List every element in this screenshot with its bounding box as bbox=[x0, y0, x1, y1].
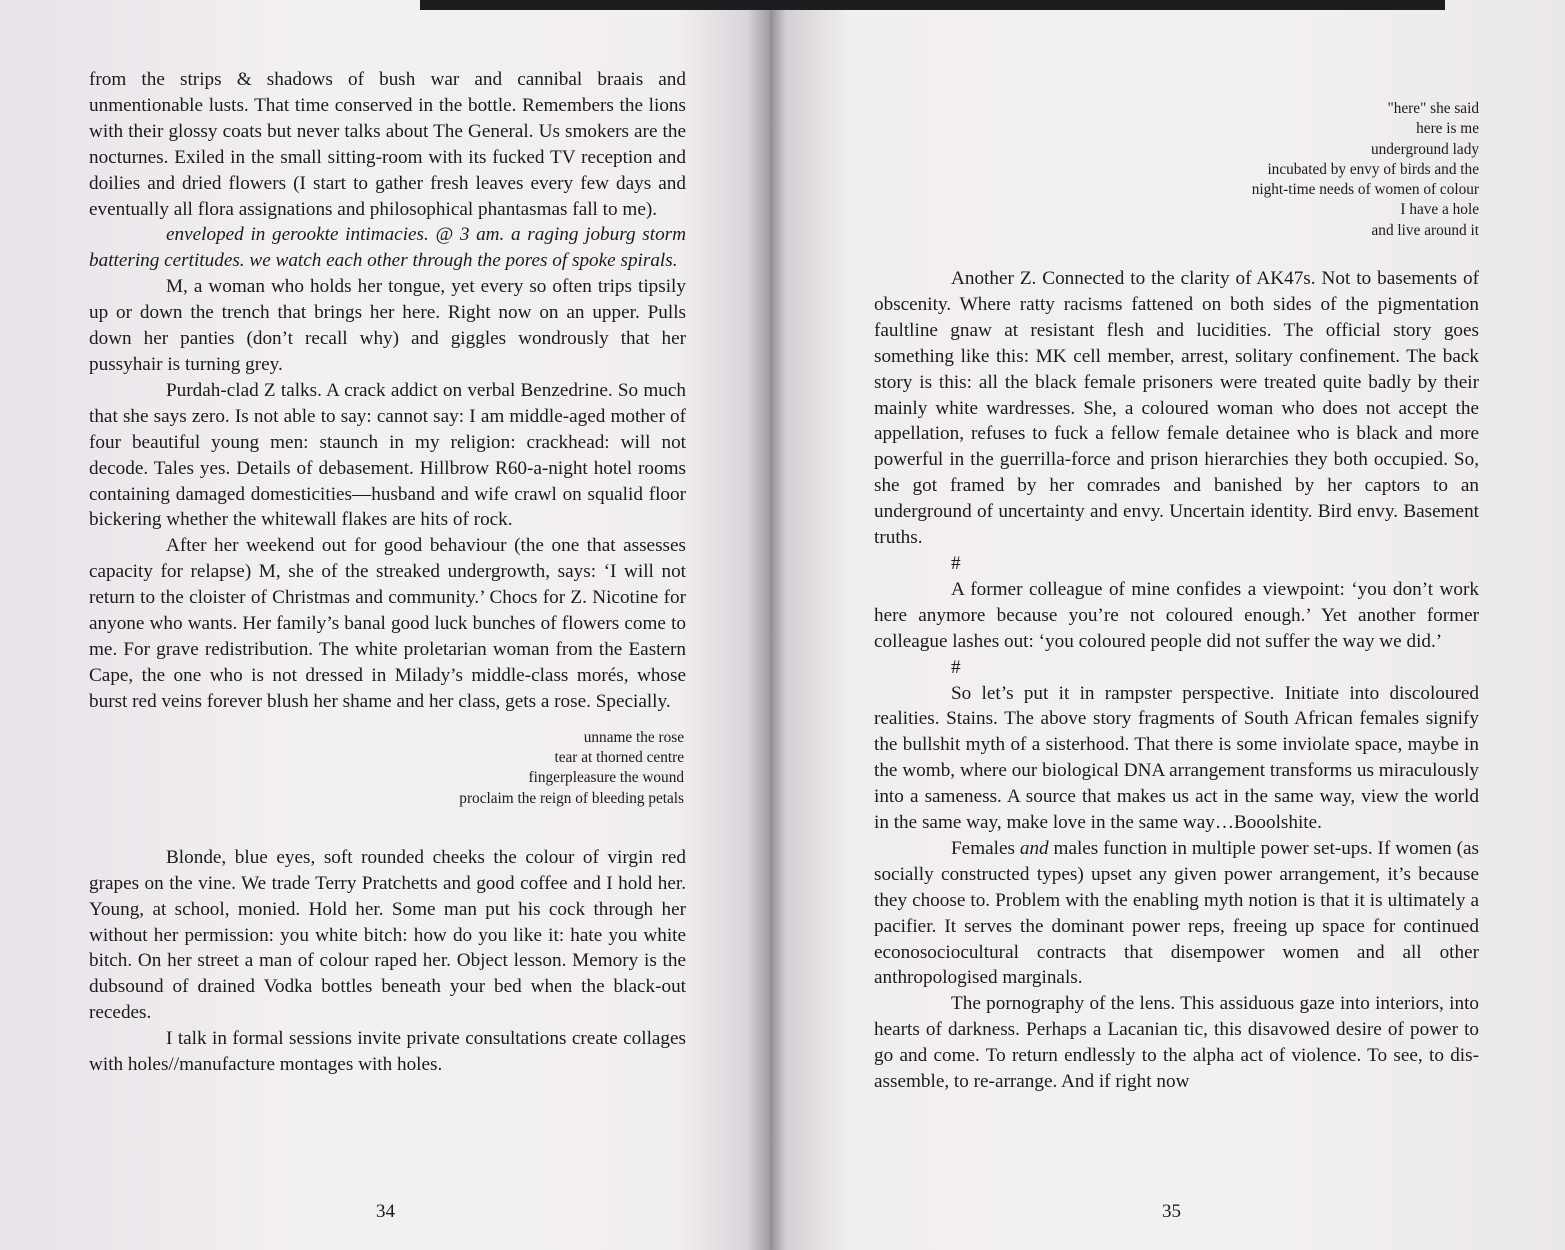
paragraph: M, a woman who holds her tongue, yet every so often trips tipsily up or down the trench that brings her here. Right now on an upper. Pulls down her panties (don’t recall why) and giggles wondrously that her pussyhair is turning grey. bbox=[89, 276, 686, 375]
verse-line: "here" she said bbox=[1387, 100, 1479, 117]
verse-line: underground lady bbox=[1370, 140, 1479, 158]
verse-block bbox=[1135, 99, 1479, 241]
paragraph: After her weekend out for good behaviour (the one that assesses capacity for relapse) M, she of the streaked undergrowth, says: ‘I will not return to the cloister of Christmas and community.’ Chocs for Z. Nicotine for anyone who wants. Her family’s banal good luck bunches of flowers come to me. For grave redistribution. The white proletarian woman from the Eastern Cape, the one who is not dressed in Milady’s middle-class morés, whose burst red veins forever blush her shame and her class, gets a rose. Specially. bbox=[89, 535, 686, 712]
verse-line: tear at thorned centre bbox=[554, 748, 684, 766]
left-page bbox=[0, 0, 770, 1250]
verse-line: fingerpleasure the wound bbox=[528, 769, 684, 787]
page-number: 35 bbox=[1162, 1201, 1181, 1222]
verse-line: night-time needs of women of colour bbox=[1251, 181, 1479, 199]
paragraph: So let’s put it in rampster perspective. Initiate into discoloured realities. Stains. The above story fragments of South African females signify the bullshit myth of a sisterhood. That there is some inviolate space, maybe in the womb, where our biological DNA arrangement transforms us miraculously into a sameness. A source that makes us act in the same way, view the world in the same way, make love in the same way…Booolshite. bbox=[874, 682, 1479, 834]
verse-block bbox=[89, 728, 684, 809]
italic-word: and bbox=[1019, 837, 1049, 859]
paragraph: Purdah-clad Z talks. A crack addict on verbal Benzedrine. So much that she says zero. Is not able to say: cannot say: I am middle-aged mother of four beautiful young men: staunch in my religion: crackhead: will not decode. Tales yes. Details of debasement. Hillbrow R60-a-night hotel rooms containing damaged domesticities—husband and wife crawl on squalid floor bickering whether the whitewall flakes are hits of rock. bbox=[89, 379, 686, 531]
paragraph: A former colleague of mine confides a viewpoint: ‘you don’t work here anymore because you’re not coloured enough.’ Yet another former colleague lashes out: ‘you coloured people did not suffer the way we did.’ bbox=[874, 578, 1479, 652]
right-page-body bbox=[874, 266, 1479, 1095]
paragraph bbox=[874, 836, 1479, 991]
section-separator: # bbox=[951, 552, 961, 574]
left-page-body bbox=[89, 67, 686, 1078]
verse-line: proclaim the reign of bleeding petals bbox=[459, 789, 684, 807]
paragraph: The pornography of the lens. This assiduous gaze into interiors, into hearts of darkness. Perhaps a Lacanian tic, this disavowed desire of power to go and come. To return endlessly to the alpha act of violence. To see, to dis-assemble, to re-arrange. And if right now bbox=[874, 993, 1479, 1093]
italic-paragraph: enveloped in gerookte intimacies. @ 3 am. a raging joburg storm battering certitudes. we watch each other through the pores of spoke spirals. bbox=[89, 224, 686, 272]
text-run: Females bbox=[951, 837, 1020, 859]
page-number: 34 bbox=[376, 1201, 395, 1222]
paragraph: I talk in formal sessions invite private consultations create collages with holes//manufacture montages with holes. bbox=[89, 1028, 686, 1076]
scan-edge bbox=[770, 0, 1445, 10]
paragraph: Blonde, blue eyes, soft rounded cheeks the colour of virgin red grapes on the vine. We trade Terry Pratchetts and good coffee and I hold her. Young, at school, monied. Hold her. Some man put his cock through her without her permission: you white bitch: how do you like it: hate you white bitch. On her street a man of colour raped her. Object lesson. Memory is the dubsound of drained Vodka bottles beneath your bed when the black-out recedes. bbox=[89, 846, 686, 1024]
verse-line: incubated by envy of birds and the bbox=[1267, 160, 1479, 178]
verse-line: unname the rose bbox=[583, 728, 684, 746]
paragraph: from the strips & shadows of bush war and cannibal braais and unmentionable lusts. That time conserved in the bottle. Remembers the lions with their glossy coats but never talks about The General. Us smokers are the nocturnes. Exiled in the small sitting-room with its fucked TV reception and doilies and dried flowers (I start to gather fresh leaves every few days and eventually all flora assignations and philosophical phantasmas fall to me). bbox=[89, 69, 686, 220]
right-page bbox=[770, 0, 1565, 1250]
verse-line: I have a hole bbox=[1400, 201, 1479, 219]
text-run: males function in multiple power set-ups. If women (as socially constructed types) upset any given power arrangement, it’s because they choose to. Problem with the enabling myth notion is that it is ultimately a pacifier. It serves the dominant power reps, freeing up space for continued econosociocultural contracts that disempower women and all other anthropologised marginals. bbox=[874, 837, 1479, 989]
section-separator: # bbox=[951, 656, 961, 678]
verse-line: and live around it bbox=[1371, 221, 1479, 239]
verse-line: here is me bbox=[1416, 120, 1479, 138]
paragraph: Another Z. Connected to the clarity of AK47s. Not to basements of obscenity. Where ratty racisms fattened on both sides of the pigmentation faultline gnaw at resistant flesh and lucidities. The official story goes something like this: MK cell member, arrest, solitary confinement. The back story is this: all the black female prisoners were treated quite badly by their mainly white wardresses. She, a coloured woman who does not accept the appellation, refuses to fuck a fellow female detainee who is black and more powerful in the guerrilla-force and prison hierarchies they both occupied. So, she got framed by her comrades and banished by her captors to an underground of uncertainty and envy. Uncertain identity. Bird envy. Basement truths. bbox=[874, 268, 1479, 549]
scan-edge bbox=[420, 0, 770, 10]
